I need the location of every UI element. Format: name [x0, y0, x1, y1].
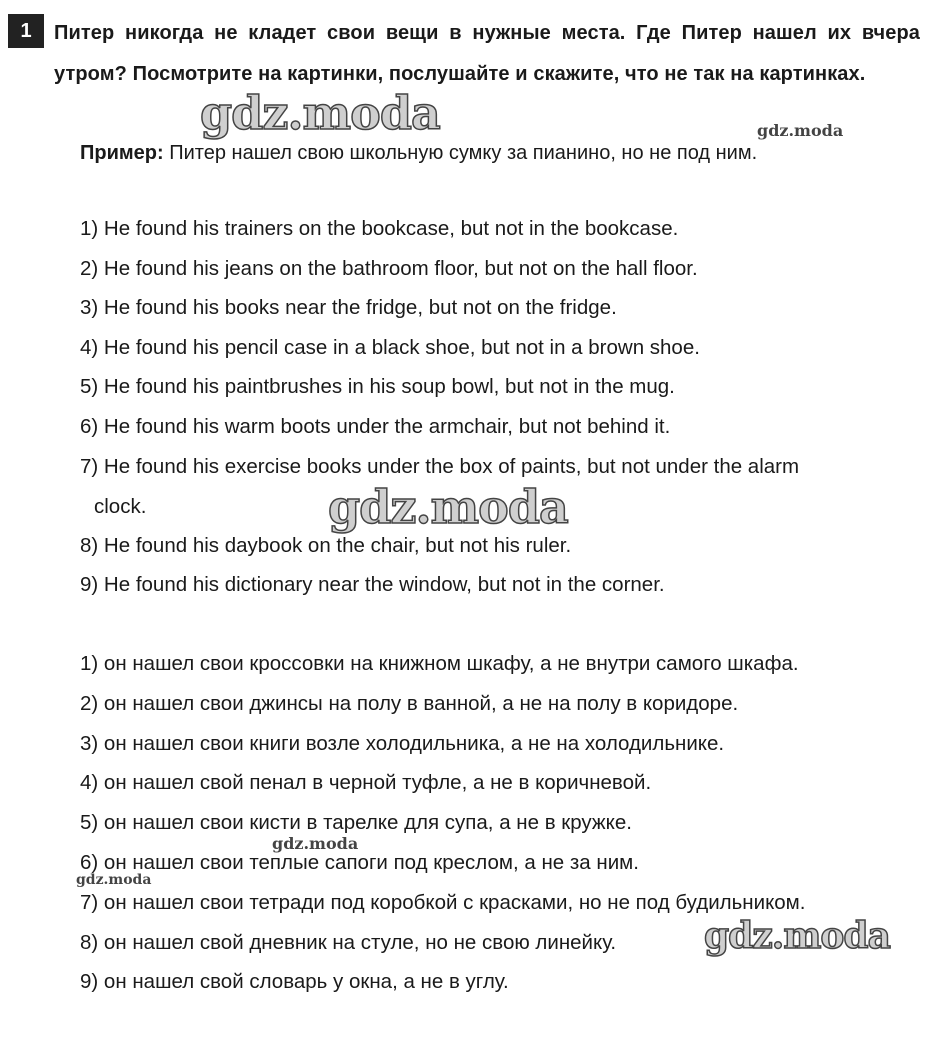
task-instruction: Питер никогда не кладет свои вещи в нужные места. Где Питер нашел их вчера утром? Посмотрите на картинки, послушайте и скажите, что не так на картинках.: [54, 22, 920, 85]
watermark-logo: gdz.moda: [272, 834, 359, 853]
example-sentence: [80, 138, 757, 168]
russian-answer-9: 9) он нашел свой словарь у окна, а не в углу.: [80, 970, 509, 994]
english-answer-7-line2: clock.: [94, 494, 147, 518]
task-number-badge: 1: [8, 14, 44, 48]
russian-answer-8: 8) он нашел свой дневник на стуле, но не свою линейку.: [80, 930, 617, 954]
russian-answer-5: 5) он нашел свои кисти в тарелке для супа, а не в кружке.: [80, 811, 632, 835]
english-answer-6: 6) He found his warm boots under the armchair, but not behind it.: [80, 414, 671, 438]
english-answers-list: [80, 213, 920, 609]
watermark-logo: gdz.moda: [200, 86, 440, 140]
english-answer-5: 5) He found his paintbrushes in his soup bowl, but not in the mug.: [80, 375, 675, 399]
english-answer-2: 2) He found his jeans on the bathroom floor, but not on the hall floor.: [80, 256, 698, 280]
russian-answer-4: 4) он нашел свой пенал в черной туфле, а не в коричневой.: [80, 771, 652, 795]
russian-answer-2: 2) он нашел свои джинсы на полу в ванной, а не на полу в коридоре.: [80, 691, 739, 715]
watermark-logo: gdz.moda: [704, 915, 890, 957]
english-answer-9: 9) He found his dictionary near the window, but not in the corner.: [80, 573, 665, 597]
english-answer-3: 3) He found his books near the fridge, but not on the fridge.: [80, 296, 617, 320]
russian-answer-6: 6) он нашел свои теплые сапоги под креслом, а не за ним.: [80, 850, 639, 874]
english-answer-7: [80, 447, 920, 527]
english-answer-8: 8) He found his daybook on the chair, but not his ruler.: [80, 533, 572, 557]
english-answer-7-line1: 7) He found his exercise books under the box of paints, but not under the alarm: [80, 454, 800, 478]
english-answer-1: 1) He found his trainers on the bookcase, but not in the bookcase.: [80, 217, 679, 240]
russian-answer-7: 7) он нашел свои тетради под коробкой с красками, но не под будильником.: [80, 890, 806, 914]
russian-answer-3: 3) он нашел свои книги возле холодильника, а не на холодильнике.: [80, 731, 725, 755]
watermark-logo: gdz.moda: [757, 121, 844, 140]
russian-answers-list: [80, 648, 920, 1006]
english-answer-4: 4) He found his pencil case in a black shoe, but not in a brown shoe.: [80, 335, 700, 359]
russian-answer-1: 1) он нашел свои кроссовки на книжном шкафу, а не внутри самого шкафа.: [80, 652, 799, 675]
watermark-logo: gdz.moda: [76, 872, 152, 888]
example-label: Пример:: [80, 142, 164, 164]
example-text: Питер нашел свою школьную сумку за пианино, но не под ним.: [163, 142, 758, 164]
watermark-logo: gdz.moda: [328, 480, 568, 534]
